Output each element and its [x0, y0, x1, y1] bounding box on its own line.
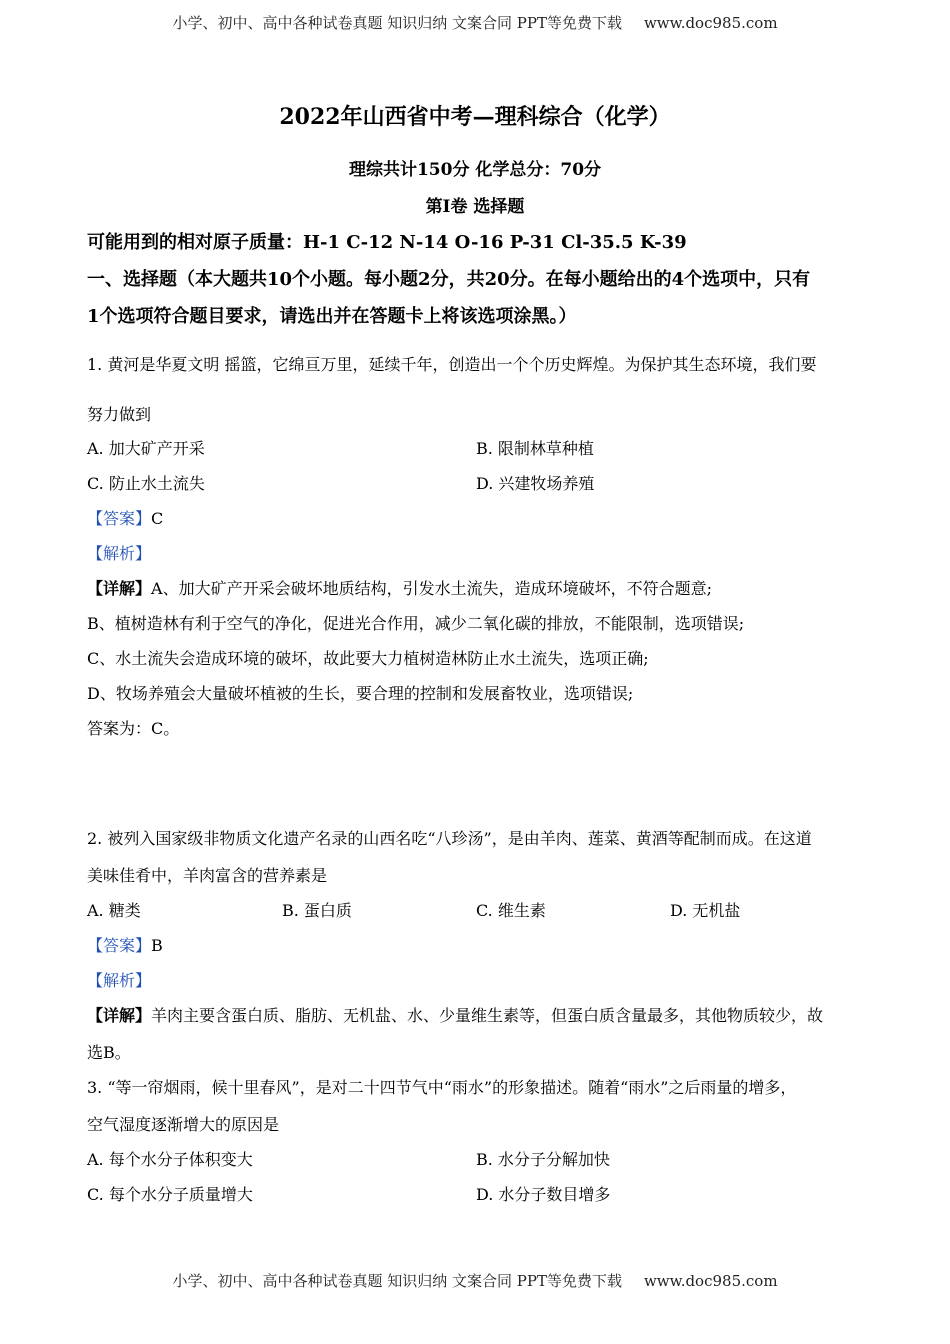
q1-option-a: A. 加大矿产开采 [87, 439, 205, 458]
q2-option-d: D. 无机盐 [670, 901, 741, 920]
q2-option-a: A. 糖类 [87, 901, 141, 920]
q3-stem-line2: 空气湿度逐渐增大的原因是 [87, 1115, 280, 1134]
footer-text: 小学、初中、高中各种试卷真题 知识归纳 文案合同 PPT等免费下载 [172, 1272, 622, 1290]
q1-answer [87, 506, 163, 529]
q1-stem-line2: 努力做到 [87, 405, 152, 424]
answer-value: C [151, 509, 164, 528]
q3-stem-line1: 3. “等一帘烟雨，候十里春风”，是对二十四节气中“雨水”的形象描述。随着“雨水”之后雨量的增多， [87, 1078, 797, 1097]
q1-detail-line2: B、植树造林有利于空气的净化，促进光合作用，减少二氧化碳的排放，不能限制，选项错误; [87, 614, 745, 633]
detail-text: A、加大矿产开采会破坏地质结构，引发水土流失，造成环境破坏，不符合题意; [151, 579, 712, 598]
q2-option-b: B. 蛋白质 [282, 901, 352, 920]
q3-option-d: D. 水分子数目增多 [476, 1185, 611, 1204]
q1-option-b: B. 限制林草种植 [476, 439, 594, 458]
q1-stem-line1: 1. 黄河是华夏文明 摇篮，它绵亘万里，延续千年，创造出一个个历史辉煌。为保护其生态环境，我们要 [87, 355, 817, 374]
atomic-masses: 可能用到的相对原子质量：H-1 C-12 N-14 O-16 P-31 Cl-35.5 K-39 [87, 232, 687, 253]
q2-answer [87, 933, 163, 956]
document-title: 2022年山西省中考—理科综合（化学） [279, 104, 671, 130]
detail-text: 羊肉主要含蛋白质、脂肪、无机盐、水、少量维生素等，但蛋白质含量最多，其他物质较少，故 [151, 1006, 824, 1025]
section-instructions-line2: 1个选项符合题目要求，请选出并在答题卡上将该选项涂黑。） [87, 306, 577, 327]
q2-stem-line1: 2. 被列入国家级非物质文化遗产名录的山西名吃“八珍汤”，是由羊肉、莲菜、黄酒等配制而成。在这道 [87, 829, 812, 848]
q1-option-d: D. 兴建牧场养殖 [476, 474, 595, 493]
volume-heading: 第Ⅰ卷 选择题 [425, 197, 525, 217]
q1-detail-line3: C、水土流失会造成环境的破坏，故此要大力植树造林防止水土流失，选项正确; [87, 649, 649, 668]
detail-tag: 【详解】 [87, 1006, 152, 1025]
footer-url[interactable]: www.doc985.com [643, 1272, 778, 1290]
score-info: 理综共计150分 化学总分：70分 [348, 160, 602, 180]
q2-analysis-tag: 【解析】 [87, 971, 152, 990]
q1-detail-line1 [87, 576, 712, 599]
q2-detail-line2: 选B。 [87, 1043, 131, 1062]
q1-analysis-tag: 【解析】 [87, 544, 152, 563]
q2-option-c: C. 维生素 [476, 901, 546, 920]
q1-option-c: C. 防止水土流失 [87, 474, 205, 493]
detail-tag: 【详解】 [87, 579, 152, 598]
q3-option-c: C. 每个水分子质量增大 [87, 1185, 253, 1204]
q2-detail-line1 [87, 1003, 823, 1026]
q3-option-a: A. 每个水分子体积变大 [87, 1150, 253, 1169]
answer-value: B [151, 936, 163, 955]
answer-tag: 【答案】 [87, 936, 152, 955]
page-header [0, 12, 950, 33]
page-footer [0, 1270, 950, 1291]
q3-option-b: B. 水分子分解加快 [476, 1150, 610, 1169]
header-url[interactable]: www.doc985.com [643, 14, 778, 32]
q1-detail-line4: D、牧场养殖会大量破坏植被的生长，要合理的控制和发展畜牧业，选项错误; [87, 684, 634, 703]
answer-tag: 【答案】 [87, 509, 152, 528]
header-text: 小学、初中、高中各种试卷真题 知识归纳 文案合同 PPT等免费下载 [172, 14, 622, 32]
section-instructions-line1: 一、选择题（本大题共10个小题。每小题2分，共20分。在每小题给出的4个选项中，只有 [87, 269, 811, 290]
q2-stem-line2: 美味佳肴中，羊肉富含的营养素是 [87, 866, 328, 885]
q1-detail-line5: 答案为：C。 [87, 719, 180, 738]
